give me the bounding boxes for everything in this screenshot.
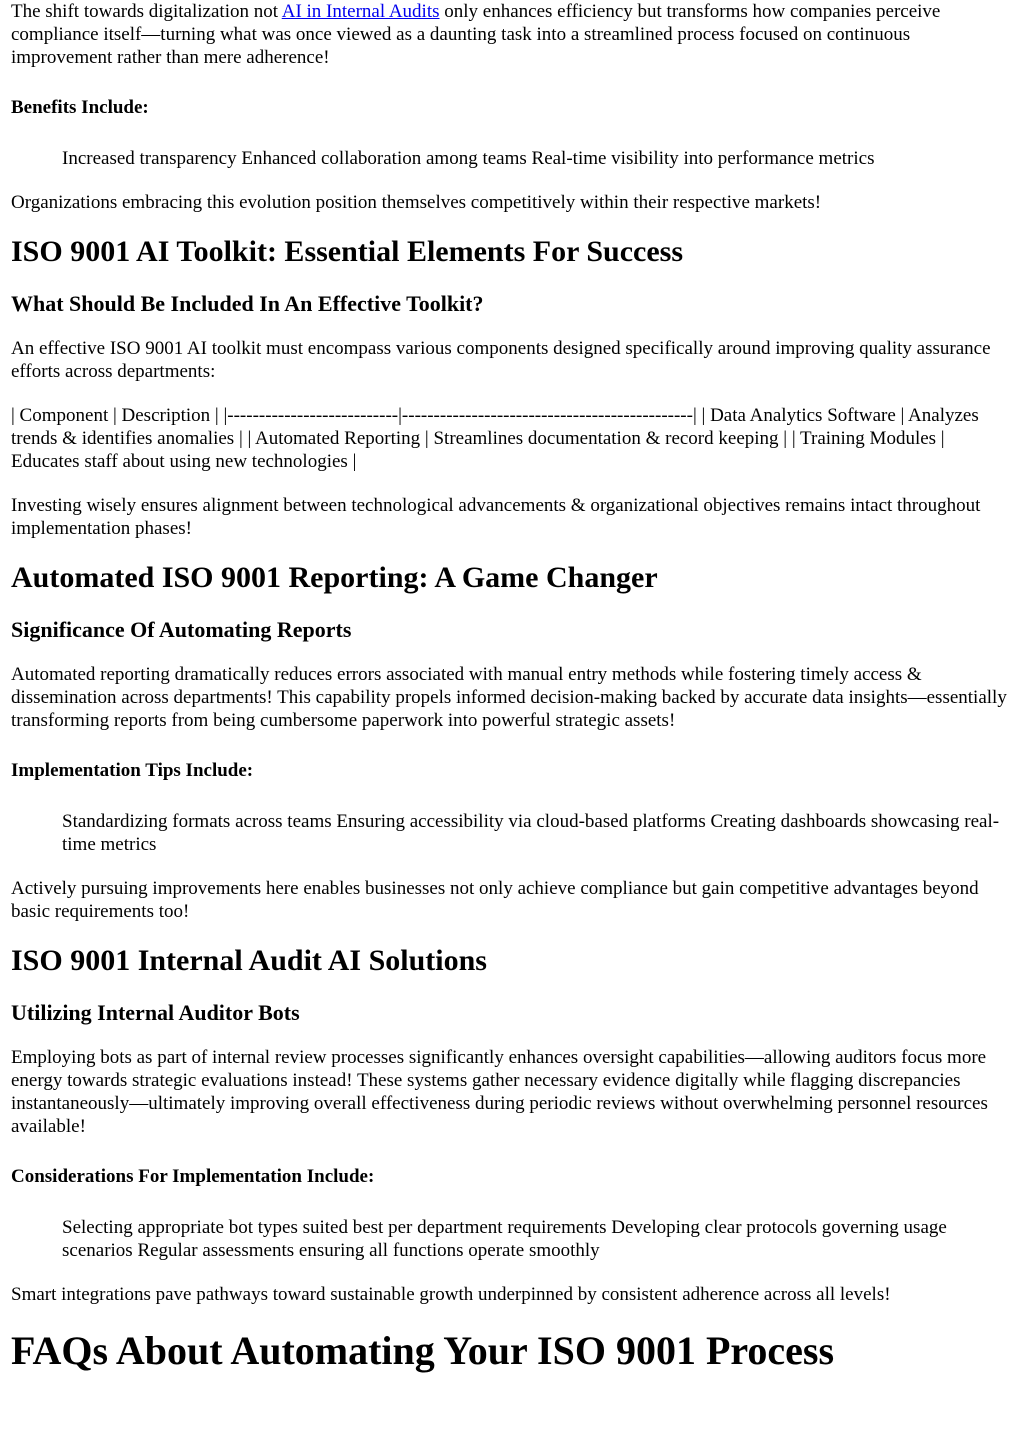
reporting-heading: Automated ISO 9001 Reporting: A Game Changer: [11, 561, 658, 594]
benefits-closing: Organizations embracing this evolution position themselves competitively within their respective markets!: [11, 192, 822, 213]
toolkit-closing: Investing wisely ensures alignment between technological advancements & organizational objectives remains intact throughout implementation phases!: [11, 495, 981, 539]
audit-closing: Smart integrations pave pathways toward sustainable growth underpinned by consistent adherence across all levels!: [11, 1284, 891, 1305]
reporting-closing: Actively pursuing improvements here enables businesses not only achieve compliance but gain competitive advantages beyond basic requirements too!: [11, 878, 979, 922]
toolkit-paragraph: An effective ISO 9001 AI toolkit must encompass various components designed specifically around improving quality assurance efforts across departments:: [11, 338, 991, 382]
benefits-label: Benefits Include:: [11, 97, 149, 118]
reporting-subheading: Significance Of Automating Reports: [11, 617, 352, 642]
audit-heading: ISO 9001 Internal Audit AI Solutions: [11, 944, 487, 977]
intro-text-before-link: The shift towards digitalization not: [11, 1, 282, 22]
considerations-label: Considerations For Implementation Include:: [11, 1166, 375, 1187]
intro-paragraph: [11, 0, 1013, 69]
implementation-tips-label: Implementation Tips Include:: [11, 760, 254, 781]
implementation-tips-list: Standardizing formats across teams Ensuring accessibility via cloud-based platforms Creating dashboards showcasing real-time metrics: [62, 811, 1000, 855]
audit-paragraph: Employing bots as part of internal review processes significantly enhances oversight capabilities—allowing auditors focus more energy towards strategic evaluations instead! These systems gather necessary evidence digitally while flagging discrepancies instantaneously—ultimately improving overall effectiveness during periodic reviews without overwhelming personnel resources available!: [11, 1047, 988, 1137]
audit-subheading: Utilizing Internal Auditor Bots: [11, 1000, 300, 1025]
considerations-list: Selecting appropriate bot types suited best per department requirements Developing clear protocols governing usage scenarios Regular assessments ensuring all functions operate smoothly: [62, 1217, 947, 1261]
reporting-paragraph: Automated reporting dramatically reduces errors associated with manual entry methods while fostering timely access & dissemination across departments! This capability propels informed decision-making backed by accurate data insights—essentially transforming reports from being cumbersome paperwork into powerful strategic assets!: [11, 664, 1007, 731]
toolkit-table-text: | Component | Description | |---------------------------|----------------------------------------------| | Data Analytics Software | Analyzes trends & identifies anomalies | | Automated Reporting | Streamlines documentation & record keeping | | Training Modules | Educates staff about using new technologies |: [11, 405, 979, 472]
benefits-list: Increased transparency Enhanced collaboration among teams Real-time visibility into performance metrics: [62, 148, 875, 169]
faq-heading: FAQs About Automating Your ISO 9001 Process: [11, 1328, 835, 1373]
ai-internal-audits-link[interactable]: AI in Internal Audits: [281, 1, 440, 22]
toolkit-heading: ISO 9001 AI Toolkit: Essential Elements For Success: [11, 235, 684, 268]
intro-text-after-link: only enhances efficiency but transforms how companies perceive compliance itself—turning what was once viewed as a daunting task into a streamlined process focused on continuous improvement rather than mere adherence!: [11, 1, 941, 68]
toolkit-subheading: What Should Be Included In An Effective Toolkit?: [11, 291, 484, 316]
